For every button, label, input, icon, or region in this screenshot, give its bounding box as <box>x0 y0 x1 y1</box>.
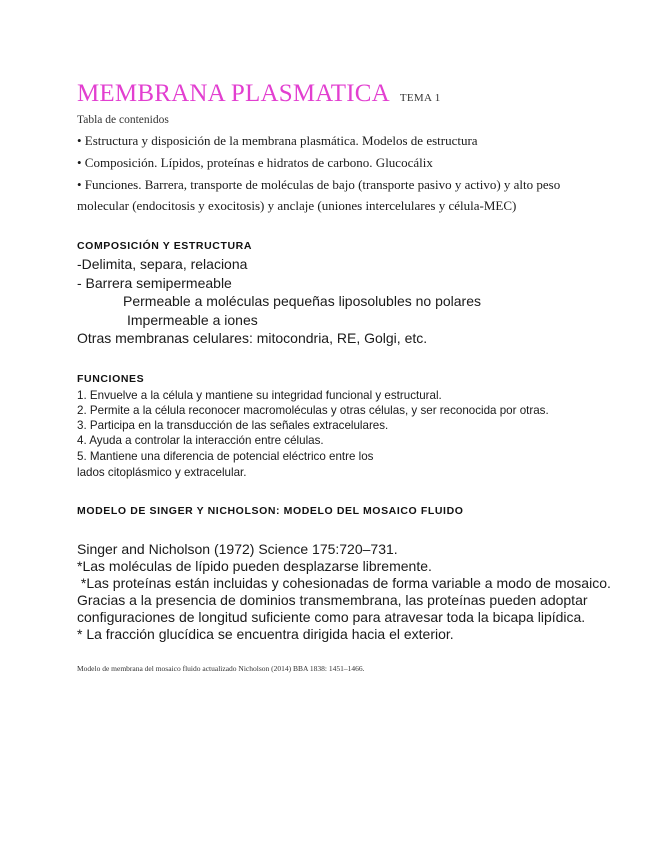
section-heading-modelo: MODELO DE SINGER Y NICHOLSON: MODELO DEL MOSAICO FLUIDO <box>77 505 464 517</box>
toc-item: molecular (endocitosis y exocitosis) y anclaje (uniones intercelulares y célula-MEC) <box>77 198 517 213</box>
composicion-line: Impermeable a iones <box>127 312 258 328</box>
toc-item: • Funciones. Barrera, transporte de moléculas de bajo (transporte pasivo y activo) y alto peso <box>77 177 561 192</box>
modelo-line: Singer and Nicholson (1972) Science 175:720–731. <box>77 541 398 557</box>
title-main: MEMBRANA PLASMATICA <box>77 80 390 107</box>
modelo-line: *Las moléculas de lípido pueden desplazarse libremente. <box>77 558 432 574</box>
toc-item: • Estructura y disposición de la membrana plasmática. Modelos de estructura <box>77 133 478 148</box>
funciones-item: 3. Participa en la transducción de las señales extracelulares. <box>77 419 389 432</box>
funciones-item: 5. Mantiene una diferencia de potencial eléctrico entre los <box>77 450 374 463</box>
section-heading-composicion: COMPOSICIÓN Y ESTRUCTURA <box>77 240 253 252</box>
section-heading-funciones: FUNCIONES <box>77 373 145 385</box>
modelo-line: * La fracción glucídica se encuentra dirigida hacia el exterior. <box>77 626 454 642</box>
modelo-line: configuraciones de longitud suficiente como para atravesar toda la bicapa lipídica. <box>77 609 586 625</box>
composicion-line: Otras membranas celulares: mitocondria, RE, Golgi, etc. <box>77 330 428 346</box>
footnote: Modelo de membrana del mosaico fluido actualizado Nicholson (2014) BBA 1838: 1451–1466. <box>77 664 365 673</box>
composicion-line: - Barrera semipermeable <box>77 275 232 291</box>
funciones-item: 4. Ayuda a controlar la interacción entre células. <box>77 434 324 447</box>
composicion-line: -Delimita, separa, relaciona <box>77 256 248 272</box>
funciones-item: lados citoplásmico y extracelular. <box>77 466 247 479</box>
title-subtitle: TEMA 1 <box>399 92 441 104</box>
funciones-item: 1. Envuelve a la célula y mantiene su integridad funcional y estructural. <box>77 389 442 402</box>
funciones-item: 2. Permite a la célula reconocer macromoléculas y otras células, y ser reconocida por otras. <box>77 404 549 417</box>
modelo-line: *Las proteínas están incluidas y cohesionadas de forma variable a modo de mosaico. <box>77 575 611 591</box>
toc-item: • Composición. Lípidos, proteínas e hidratos de carbono. Glucocálix <box>77 155 433 170</box>
toc-heading: Tabla de contenidos <box>77 114 169 126</box>
composicion-line: Permeable a moléculas pequeñas liposolubles no polares <box>123 293 482 309</box>
modelo-line: Gracias a la presencia de dominios transmembrana, las proteínas pueden adoptar <box>77 592 588 608</box>
page-title <box>77 80 441 108</box>
